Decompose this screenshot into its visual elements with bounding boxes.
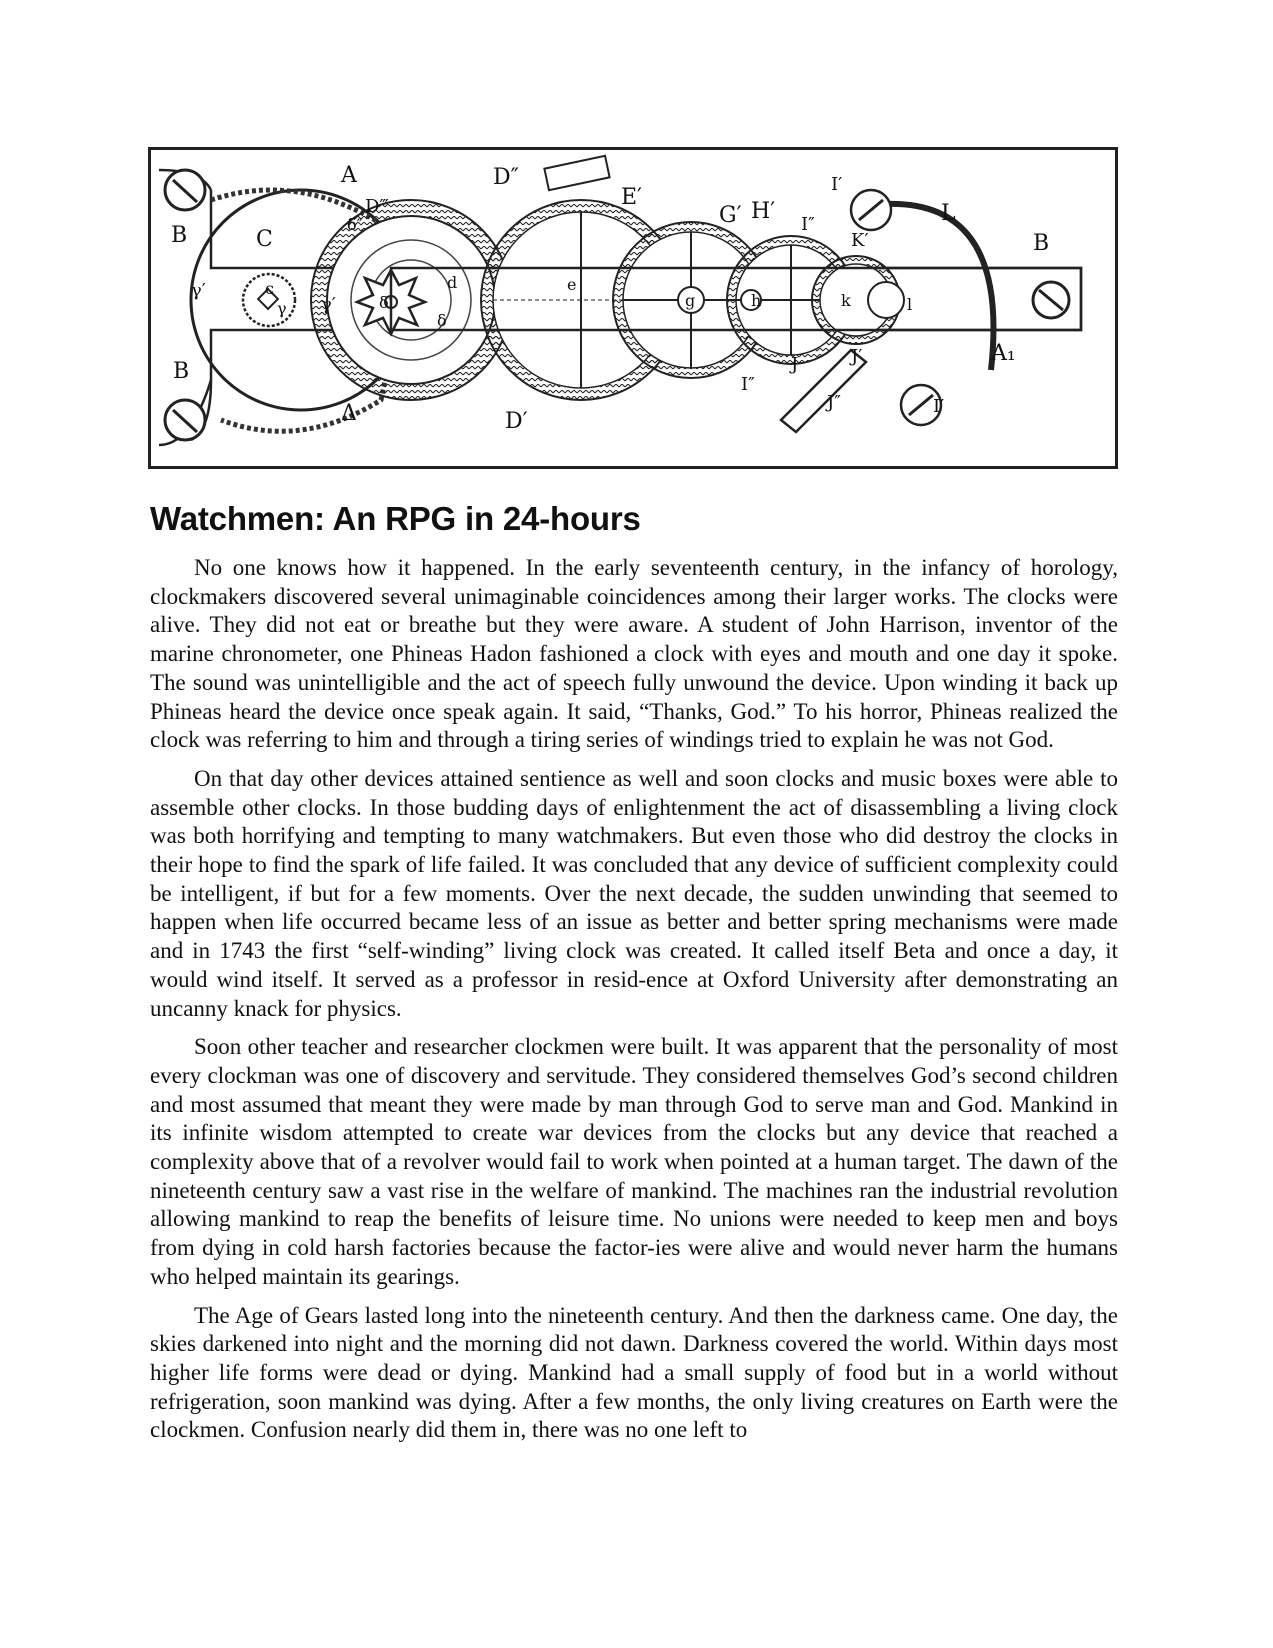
label-l-small: l [907,295,913,314]
paragraph-1: No one knows how it happened. In the early seventeenth century, in the infancy of horology, clockmakers discovered several unimaginable coincidences among their larger works. The clocks were alive. They did not eat or breathe but they were aware. A student of John Harrison, inventor of the marine chronometer, one Phineas Hadon fashioned a clock with eyes and mouth and one day it spoke. The sound was unintelligible and the act of speech fully unwound the device. Upon winding it back up Phineas heard the device once speak again. It said, “Thanks, God.” To his horror, Phineas realized the clock was referring to him and through a tiring series of windings tried to explain he was not God. [150,555,1118,753]
label-i-dprime-bottom: I″ [741,374,755,395]
adjuster-dial-top [851,190,891,230]
label-e-small: e [567,275,577,294]
label-d-small: d [447,273,458,292]
tag-plate [544,156,609,190]
label-delta-small: δ [437,311,447,330]
label-h-small: h [751,291,762,310]
screw-bottom-left [165,400,205,440]
article-body [150,554,1118,1455]
label-c-small: c [265,279,274,298]
label-a1: A₁ [991,341,1016,366]
label-l: L [941,201,956,226]
paragraph-3: Soon other teacher and researcher clockmen were built. It was apparent that the personality of most every clockman was one of discovery and servitude. They considered themselves God’s second children and most assumed that meant they were made by man through God to serve man and God. Mankind in its infinite wisdom attempted to create war devices from the clocks but any device that reached a complexity above that of a revolver would fail to work when pointed at a human target. The dawn of the nineteenth century saw a vast rise in the welfare of mankind. The machines ran the industrial revolution allowing mankind to reap the benefits of leisure time. No unions were needed to keep men and boys from dying in cold harsh factories because the factor-ies were alive and would never harm the humans who helped maintain its gearings. [150,1034,1118,1289]
label-delta-dprime: δ″ [347,215,363,234]
screw-top-left [165,170,205,210]
label-g-small: g [685,291,696,310]
label-k-prime: K′ [851,230,869,251]
label-i-prime-bottom: I′ [933,396,945,417]
label-a: A [341,163,357,188]
label-c: C [256,227,273,252]
label-d-dprime: D″ [493,165,519,190]
label-gamma-left: γ′ [191,280,206,301]
page-title: Watchmen: An RPG in 24-hours [150,500,641,537]
label-i-prime-top: I′ [831,174,843,195]
label-gamma: γ [277,299,287,318]
label-g-prime: G′ [719,203,742,228]
label-i-dprime-top: I″ [801,214,815,235]
label-j-dprime: J″ [827,392,841,413]
paragraph-2: On that day other devices attained sentience as well and soon clocks and music boxes were able to assemble other clocks. In those budding days of enlightenment the act of disassembling a living clock was both horrifying and tempting to many watchmakers. But even those who did destroy the clocks in their hope to find the spark of life failed. It was concluded that any device of sufficient complexity could be intelligent, if but for a few moments. Over the next decade, the sudden unwinding that seemed to happen when life occurred became less of an issue as better and better spring mechanisms were made and in 1743 the first “self-winding” living clock was created. It called itself Beta and once a day, it would wind itself. It served as a professor in resid-ence at Oxford University after demonstrating an uncanny knack for physics. [150,765,1118,1021]
paragraph-4: The Age of Gears lasted long into the nineteenth century. And then the darkness came. One day, the skies darkened into night and the morning did not dawn. Darkness covered the world. Within days most higher life forms were dead or dying. Mankind had a small supply of food but in a world without refrigeration, soon mankind was dying. After a few months, the only living creatures on Earth were the clockmen. Confusion nearly did them in, there was no one left to [150,1302,1118,1443]
screw-right [1033,282,1069,318]
label-delta-prime: δ′ [379,293,393,312]
label-b-bottom: B [173,359,190,384]
label-gamma-right: γ′ [321,294,336,315]
label-k-small: k [841,291,851,310]
label-b-top: B [171,223,188,248]
label-delta: Δ [341,401,357,426]
label-d-tprime: D‴ [365,196,389,217]
clockwork-diagram-figure [148,147,1118,469]
label-h-prime: H′ [751,199,776,224]
label-j: J [791,354,799,375]
label-d-prime: D′ [505,409,528,434]
clockwork-diagram [151,150,1115,466]
label-e-prime: E′ [621,185,643,210]
label-j-prime: J′ [851,346,863,367]
label-b-right: B [1033,231,1050,256]
